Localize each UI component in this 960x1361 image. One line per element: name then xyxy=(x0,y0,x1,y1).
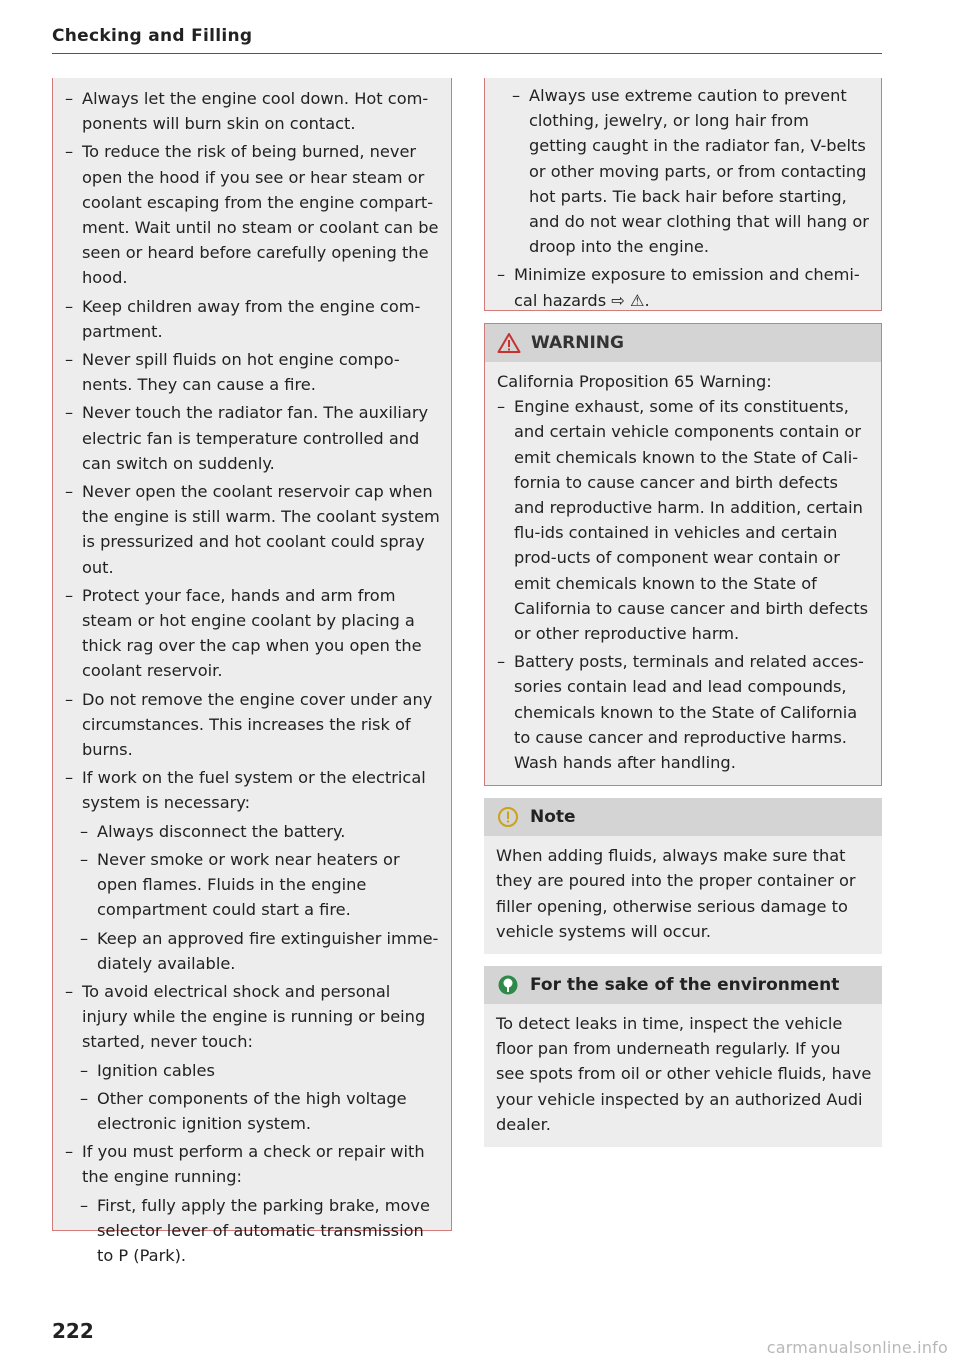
warning-intro: California Proposition 65 Warning: xyxy=(497,372,772,391)
warning-box xyxy=(484,323,882,786)
list-item: – Never touch the radiator fan. The auxiliary electric fan is temperature controlled and can switch on suddenly. xyxy=(65,400,441,476)
note-body xyxy=(484,836,882,954)
list-item: – Minimize exposure to emission and chemi-cal hazards ⇨ ⚠. xyxy=(497,262,871,312)
environment-header xyxy=(484,966,882,1004)
warning-list xyxy=(497,83,871,313)
warning-list xyxy=(65,86,441,1268)
list-item: – To reduce the risk of being burned, never open the hood if you see or hear steam or coolant escaping from the engine compart-ment. Wait until no steam or coolant can be seen or heard before carefully opening the hood. xyxy=(65,139,441,290)
warning-list xyxy=(497,394,871,775)
sub-list-item: – Always disconnect the battery. xyxy=(80,819,441,844)
sub-list-item: – Always use extreme caution to prevent clothing, jewelry, or long hair from getting caught in the radiator fan, V-belts or other moving parts, or from contacting hot parts. Tie back hair before starting, and do not wear clothing that will hang or droop into the engine. xyxy=(512,83,871,259)
warning-header xyxy=(485,324,881,362)
list-item: – To avoid electrical shock and personal injury while the engine is running or being started, never touch: xyxy=(65,979,441,1055)
sub-list-item: – Other components of the high voltage electronic ignition system. xyxy=(80,1086,441,1136)
warning-continuation-box xyxy=(52,78,452,1265)
environment-text: To detect leaks in time, inspect the vehicle floor pan from underneath regularly. If you see spots from oil or other vehicle fluids, have your vehicle inspected by an authorized Audi dealer. xyxy=(496,1014,872,1134)
list-item: – Battery posts, terminals and related acces-sories contain lead and lead compounds, chemicals known to the State of California to cause cancer and reproductive harms. Wash hands after handling. xyxy=(497,649,871,775)
section-title: Checking and Filling xyxy=(52,26,253,46)
environment-body xyxy=(484,1004,882,1147)
sub-list-item: – Keep an approved fire extinguisher imme-diately available. xyxy=(80,926,441,976)
sub-list-item: – Never smoke or work near heaters or open flames. Fluids in the engine compartment could start a fire. xyxy=(80,847,441,923)
note-header xyxy=(484,798,882,836)
environment-box xyxy=(484,966,882,1147)
tree-leaf-icon xyxy=(496,974,520,996)
warning-body xyxy=(485,362,881,785)
list-item: – Never open the coolant reservoir cap when the engine is still warm. The coolant system is pressurized and hot coolant could spray out. xyxy=(65,479,441,580)
list-item: – Never spill fluids on hot engine compo-nents. They can cause a fire. xyxy=(65,347,441,397)
warning-title: WARNING xyxy=(531,333,624,353)
note-title: Note xyxy=(530,807,576,828)
right-column xyxy=(484,78,882,1147)
watermark: carmanualsonline.info xyxy=(766,1338,948,1357)
list-item: – Protect your face, hands and arm from steam or hot engine coolant by placing a thick rag over the cap when you open the coolant reservoir. xyxy=(65,583,441,684)
environment-title: For the sake of the environment xyxy=(530,975,840,996)
list-item: – If you must perform a check or repair with the engine running: xyxy=(65,1139,441,1189)
note-box xyxy=(484,798,882,954)
sub-list-item: – Ignition cables xyxy=(80,1058,441,1083)
list-item: – Keep children away from the engine com-partment. xyxy=(65,294,441,344)
note-exclamation-icon xyxy=(496,806,520,828)
list-item: – If work on the fuel system or the electrical system is necessary: xyxy=(65,765,441,815)
sub-list-item: – First, fully apply the parking brake, move selector lever of automatic transmission to P (Park). xyxy=(80,1193,441,1269)
warning-continuation-box xyxy=(484,78,882,311)
note-text: When adding fluids, always make sure that they are poured into the proper container or filler opening, otherwise serious damage to vehicle systems will occur. xyxy=(496,846,856,941)
list-item: – Engine exhaust, some of its constituents, and certain vehicle components contain or emit chemicals known to the State of Cali-fornia to cause cancer and birth defects and reproductive harm. In addition, certain flu-ids contained in vehicles and certain prod-ucts of component wear contain or emit chemicals known to the State of California to cause cancer and birth defects or other reproductive harm. xyxy=(497,394,871,646)
list-item: – Always let the engine cool down. Hot com-ponents will burn skin on contact. xyxy=(65,86,441,136)
list-item: – Do not remove the engine cover under any circumstances. This increases the risk of burns. xyxy=(65,687,441,763)
warning-triangle-icon xyxy=(497,332,521,354)
left-column xyxy=(52,78,452,1265)
page-header xyxy=(52,26,882,54)
page-number: 222 xyxy=(52,1319,94,1343)
